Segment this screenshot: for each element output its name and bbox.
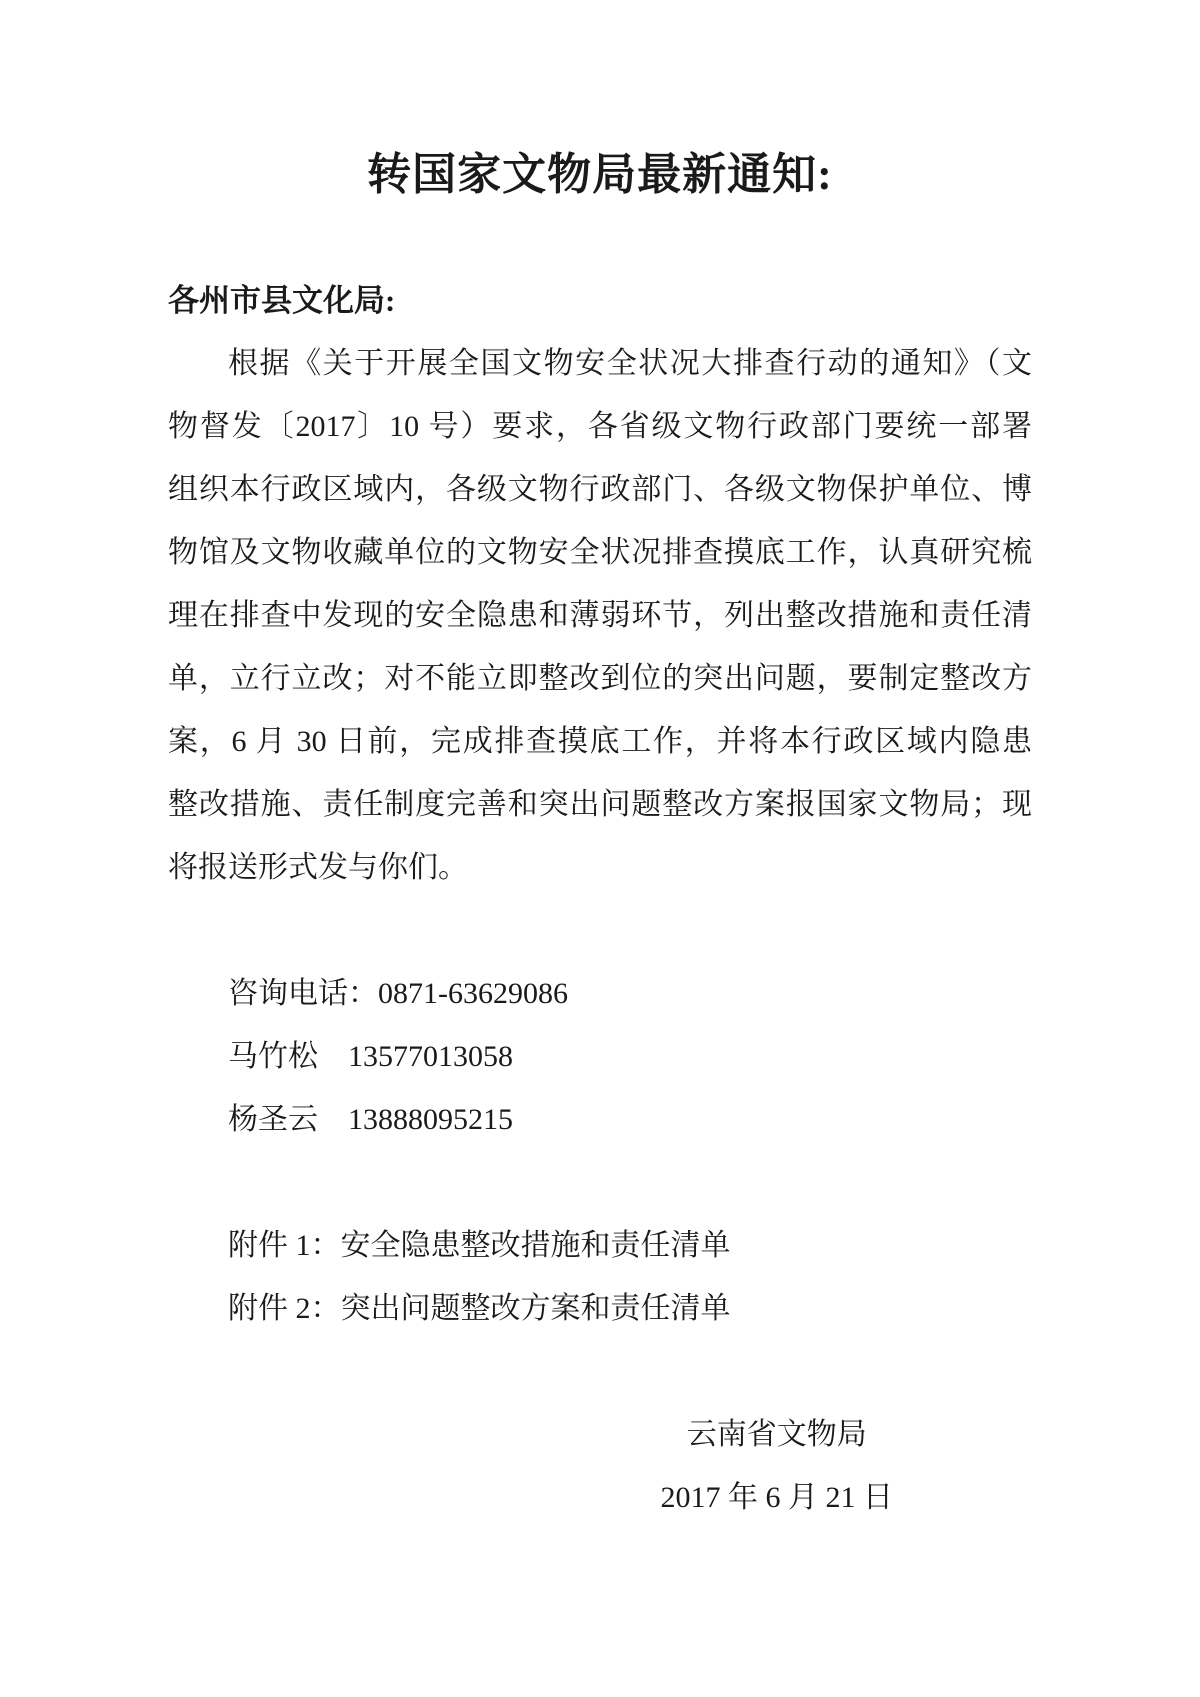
- section-gap: [168, 899, 1032, 962]
- salutation: 各州市县文化局:: [168, 283, 396, 318]
- paragraph-line: 物督发〔2017〕10 号）要求，各省级文物行政部门要统一部署: [168, 410, 1032, 443]
- signature-block: [661, 1403, 894, 1529]
- paragraph-line: 将报送形式发与你们。: [168, 851, 468, 884]
- signature-date: 2017 年 6 月 21 日: [660, 1481, 893, 1514]
- paragraph-line: 根据《关于开展全国文物安全状况大排查行动的通知》（文: [228, 347, 1032, 380]
- paragraph-line: 单，立行立改；对不能立即整改到位的突出问题，要制定整改方: [168, 662, 1032, 695]
- paragraph-line: 组织本行政区域内，各级文物行政部门、各级文物保护单位、博: [168, 473, 1032, 506]
- attachments-block: [168, 1214, 1032, 1340]
- section-gap: [168, 1151, 1032, 1214]
- paragraph-line: 物馆及文物收藏单位的文物安全状况排查摸底工作，认真研究梳: [168, 536, 1032, 569]
- contact-block: [168, 962, 1032, 1151]
- contact-phone-line: 咨询电话：0871-63629086: [228, 977, 568, 1010]
- contact-person-line: 杨圣云 13888095215: [228, 1103, 513, 1136]
- attachment-line: 附件 1：安全隐患整改措施和责任清单: [228, 1229, 731, 1262]
- paragraph-line: 理在排查中发现的安全隐患和薄弱环节，列出整改措施和责任清: [168, 599, 1032, 632]
- body-paragraph: [168, 332, 1032, 899]
- contact-person-line: 马竹松 13577013058: [228, 1040, 513, 1073]
- attachment-line: 附件 2：突出问题整改方案和责任清单: [228, 1292, 731, 1325]
- signature-org: 云南省文物局: [686, 1418, 867, 1451]
- paragraph-line: 整改措施、责任制度完善和突出问题整改方案报国家文物局；现: [168, 788, 1032, 821]
- paragraph-line: 案，6 月 30 日前，完成排查摸底工作，并将本行政区域内隐患: [168, 725, 1032, 758]
- document-title: 转国家文物局最新通知:: [367, 150, 833, 199]
- section-gap: [168, 1340, 1032, 1403]
